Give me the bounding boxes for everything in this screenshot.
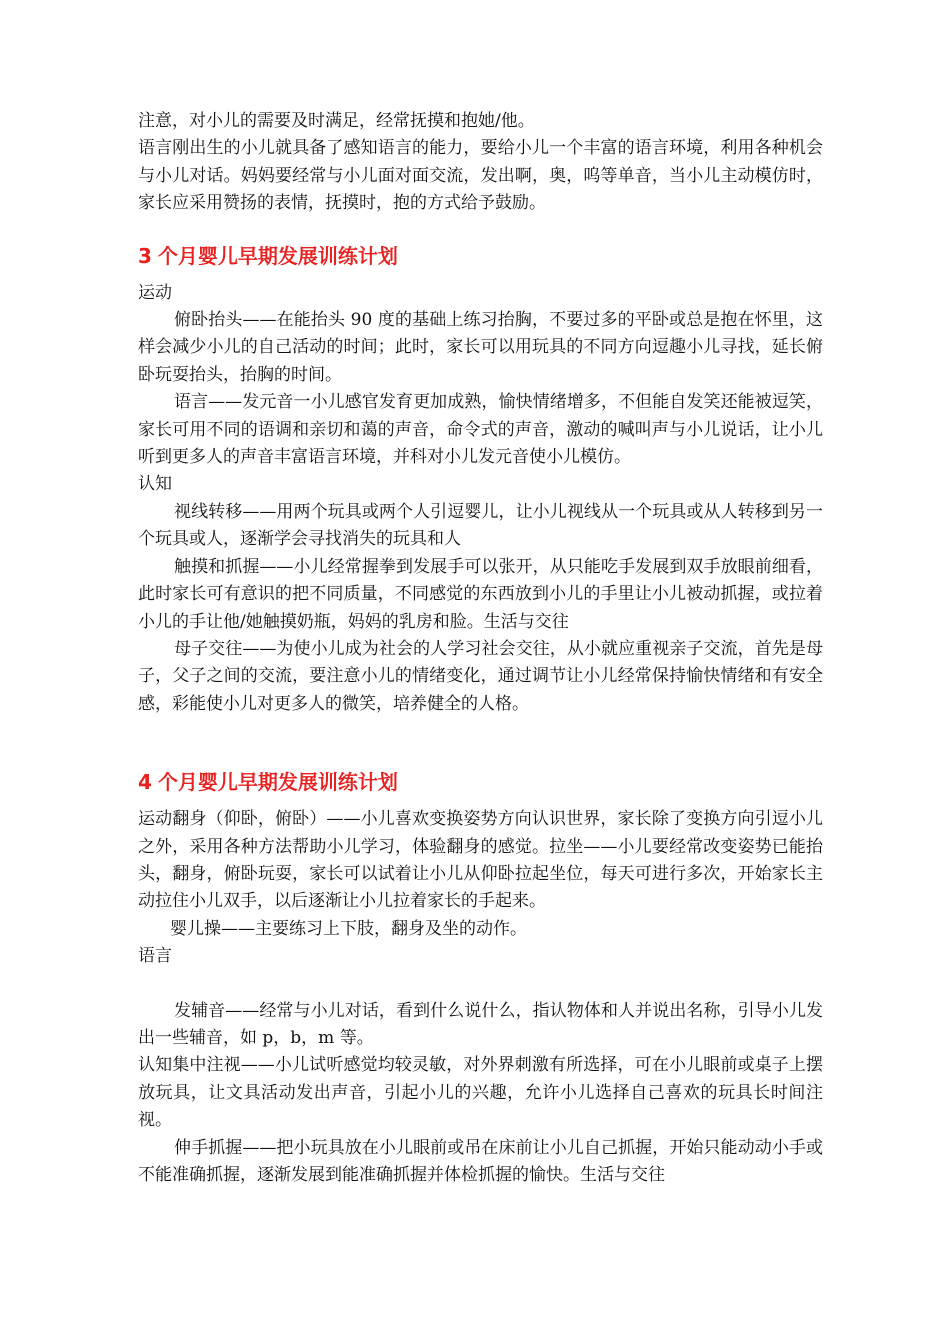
paragraph-mother-child: 母子交往——为使小儿成为社会的人学习社会交往，从小就应重视亲子交流，首先是母子，父子之间的交流，要注意小儿的情绪变化，通过调节让小儿经常保持愉快情绪和有安全感，彩能使小儿对更多人的微笑，培养健全的人格。	[138, 638, 823, 714]
section-4-title: 个月婴儿早期发展训练计划	[157, 770, 398, 795]
intro-paragraph-language: 语言刚出生的小儿就具备了感知语言的能力，要给小儿一个丰富的语言环境，利用各种机会与小儿对话。妈妈要经常与小儿面对面交流，发出啊，奥，呜等单音，当小儿主动模仿时，家长应采用赞扬的表情，抚摸时，抱的方式给予鼓励。	[138, 138, 823, 214]
label-cognition: 认知	[138, 474, 172, 495]
blank-line	[138, 971, 823, 998]
paragraph-consonants: 发辅音——经常与小儿对话，看到什么说什么，指认物体和人并说出名称，引导小儿发出一些辅音，如 p，b，m 等。	[138, 1000, 823, 1048]
section-3-heading	[138, 242, 823, 270]
paragraph-prone-head-lift: 俯卧抬头——在能抬头 90 度的基础上练习抬胸，不要过多的平卧或总是抱在怀里，这样会减少小儿的自己活动的时间；此时，家长可以用玩具的不同方向逗趣小儿寻找，延长俯卧玩耍抬头，抬胸的时间。	[138, 310, 823, 385]
label-language: 语言	[138, 946, 172, 967]
section-4-heading	[138, 768, 823, 796]
paragraph-reach-grasp: 伸手抓握——把小玩具放在小儿眼前或吊在床前让小儿自己抓握，开始只能动动小手或不能准确抓握，逐渐发展到能准确抓握并体检抓握的愉快。生活与交往	[138, 1137, 823, 1185]
document-page	[138, 108, 823, 1189]
paragraph-vowel-language: 语言——发元音一小儿感官发育更加成熟，愉快情绪增多，不但能自发笑还能被逗笑，家长可用不同的语调和亲切和蔼的声音，命令式的声音，激动的喊叫声与小儿说话，让小儿听到更多人的声音丰富语言环境，并科对小儿发元音使小儿模仿。	[138, 392, 823, 468]
section-3-number: 3	[138, 243, 152, 268]
paragraph-touch-grasp: 触摸和抓握——小儿经常握拳到发展手可以张开，从只能吃手发展到双手放眼前细看，此时家长可有意识的把不同质量，不同感觉的东西放到小儿的手里让小儿被动抓握，或拉着小儿的手让他/她触摸奶瓶，妈妈的乳房和脸。生活与交往	[138, 556, 823, 632]
label-motor: 运动	[138, 282, 172, 303]
paragraph-gaze-shift: 视线转移——用两个玩具或两个人引逗婴儿，让小儿视线从一个玩具或从人转移到另一个玩具或人，逐渐学会寻找消失的玩具和人	[138, 501, 823, 550]
paragraph-focused-gaze: 认知集中注视——小儿试听感觉均较灵敏，对外界刺激有所选择，可在小儿眼前或桌子上摆放玩具，让文具活动发出声音，引起小儿的兴趣，允许小儿选择自己喜欢的玩具长时间注视。	[138, 1055, 823, 1131]
paragraph-baby-exercise: 婴儿操——主要练习上下肢，翻身及坐的动作。	[170, 918, 527, 939]
intro-paragraph-care: 注意，对小儿的需要及时满足，经常抚摸和抱她/他。	[138, 111, 535, 131]
section-3-title: 个月婴儿早期发展训练计划	[157, 243, 398, 268]
paragraph-rolling-sitting: 运动翻身（仰卧，俯卧）——小儿喜欢变换姿势方向认识世界，家长除了变换方向引逗小儿之外，采用各种方法帮助小儿学习，体验翻身的感觉。拉坐——小儿要经常改变姿势已能抬头，翻身，俯卧玩耍，家长可以试着让小儿从仰卧拉起坐位，每天可进行多次，开始家长主动拉住小儿双手，以后逐渐让小儿拉着家长的手起来。	[138, 809, 823, 912]
section-4-number: 4	[138, 770, 152, 795]
